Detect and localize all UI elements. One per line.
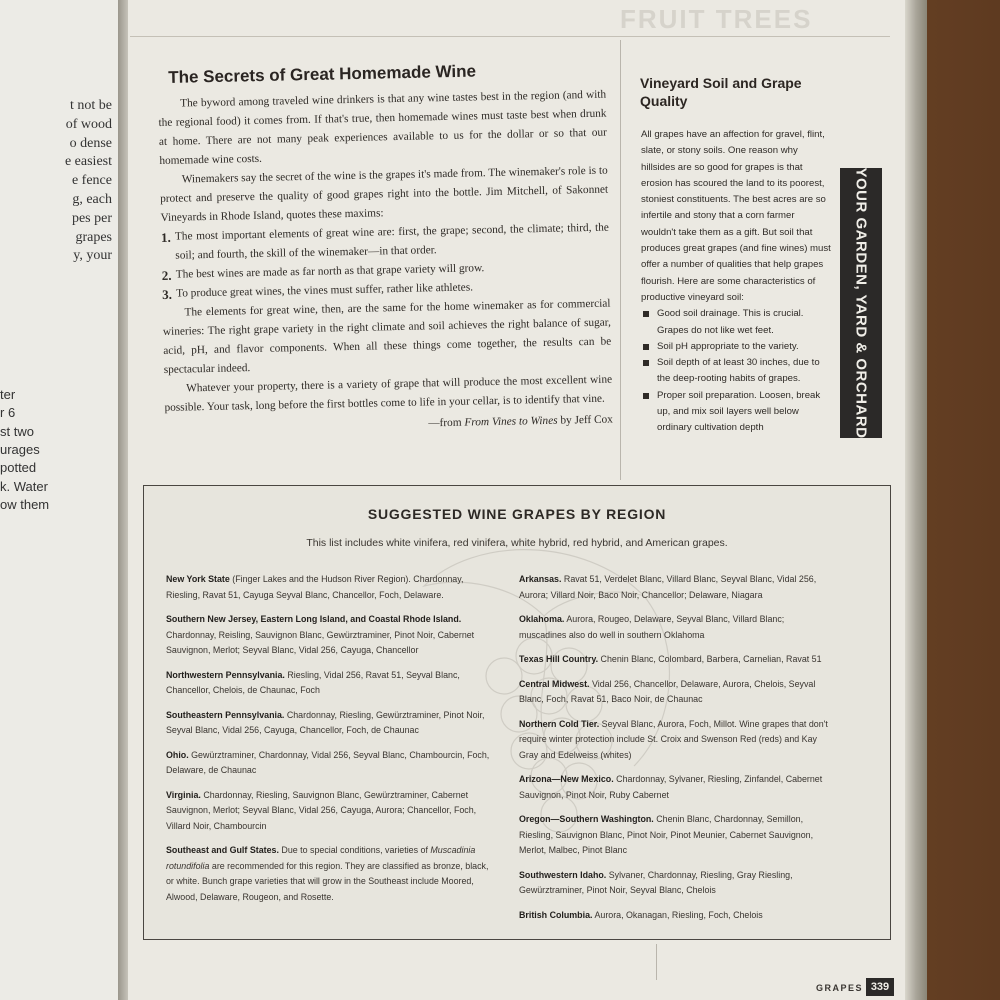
left-page-fragment: y, your: [73, 248, 112, 264]
region-entry: [166, 748, 496, 779]
sidebar-body: [641, 127, 831, 437]
left-page-fragment: ter: [0, 387, 16, 402]
left-page-fragment: t not be: [70, 98, 112, 113]
region-varieties: Seyval Blanc, Aurora, Foch, Millot. Wine grapes that don't require winter protection include St. Croix and Swenson Red (reds) and Kay Gray and Edelweiss (whites): [519, 718, 828, 760]
left-page-fragment: e easiest: [64, 154, 112, 170]
region-name: British Columbia.: [519, 909, 593, 920]
maxim-text: The best wines are made as far north as that grape variety will grow.: [175, 262, 485, 281]
region-varieties: Gewürztraminer, Chardonnay, Vidal 256, Seyval Blanc, Chambourcin, Foch, Delaware, de Chaunac: [166, 749, 490, 775]
region-entry: [519, 677, 834, 708]
left-page-fragment: ow them: [0, 496, 50, 512]
sidebar-bullet: Soil pH appropriate to the variety.: [641, 339, 831, 355]
region-name: Oklahoma.: [519, 614, 565, 624]
page-number: 339: [866, 978, 894, 996]
region-name: Texas Hill Country.: [519, 654, 599, 664]
left-page-fragment: k. Water: [0, 478, 48, 494]
left-page-fragment: o dense: [69, 135, 112, 151]
credit-title: From Vines to Wines: [464, 414, 558, 429]
regions-left-column: [166, 572, 496, 914]
region-varieties: Aurora, Okanagan, Riesling, Foch, Chelois: [592, 909, 763, 920]
region-entry: [519, 772, 834, 803]
left-page-fragment: st two: [0, 423, 34, 439]
region-name: Southeast and Gulf States.: [166, 845, 279, 855]
maxim-number: 3.: [162, 286, 173, 302]
region-name: Virginia.: [166, 789, 201, 800]
page-edges: [905, 0, 927, 1000]
region-name: Ohio.: [166, 749, 189, 760]
column-divider: [620, 40, 621, 480]
section-tab: [840, 168, 882, 438]
left-page-fragment: of wood: [65, 116, 112, 132]
left-page-fragment: e fence: [71, 173, 112, 189]
region-varieties: Aurora, Rougeo, Delaware, Seyval Blanc, Villard Blanc; muscadines also do well in southern Oklahoma: [519, 614, 785, 640]
maxims-list: [161, 219, 610, 304]
region-varieties: Sylvaner, Chardonnay, Riesling, Gray Riesling, Gewürztraminer, Pinot Noir, Seyval Blanc, Chelois: [519, 869, 793, 895]
sidebar-bullet: Soil depth of at least 30 inches, due to the deep-rooting habits of grapes.: [641, 355, 831, 388]
left-page-fragment: pes per: [71, 210, 112, 226]
region-entry: [519, 908, 834, 924]
top-rule: [130, 36, 890, 37]
region-entry: [519, 572, 834, 603]
maxim-number: 2.: [161, 267, 172, 283]
sidebar-bullet: Proper soil preparation. Loosen, break up, and mix soil layers well below ordinary cultivation depth: [641, 388, 831, 437]
region-name: Northern Cold Tier.: [519, 718, 600, 729]
region-entry: [519, 652, 834, 668]
left-page-fragment: potted: [0, 460, 37, 476]
region-entry: [166, 788, 496, 835]
region-varieties: Chardonnay, Sylvaner, Riesling, Zinfandel, Cabernet Sauvignon, Pinot Noir, Ruby Cabernet: [519, 774, 823, 800]
section-tab-label: YOUR GARDEN, YARD & ORCHARD: [852, 167, 870, 439]
region-entry: [166, 668, 496, 699]
region-varieties: Chardonnay, Riesling, Sauvignon Blanc, Gewürztraminer, Cabernet Sauvignon, Merlot; Seyval Blanc, Vidal 256, Cayuga, Aurora; Chancellor, Foch, Villard Noir, Chambourcin: [166, 789, 477, 831]
footer-rule: [656, 944, 657, 980]
region-name: Southwestern Idaho.: [519, 869, 607, 880]
region-italic: Muscadinia rotundifolia: [166, 845, 476, 871]
maxim-text: To produce great wines, the vines must suffer, rather like athletes.: [176, 281, 474, 300]
article-body: [158, 86, 613, 439]
region-name: Arizona—New Mexico.: [519, 774, 614, 784]
region-entry: [166, 708, 496, 739]
sidebar-bullets: [641, 306, 831, 436]
region-varieties: Ravat 51, Verdelet Blanc, Villard Blanc, Seyval Blanc, Vidal 256, Aurora; Villard Noir, Baco Noir, Chancellor; Delaware, Niagara: [519, 574, 817, 600]
sidebar-title: Vineyard Soil and Grape Quality: [640, 75, 802, 109]
left-page-fragment: grapes: [75, 229, 112, 245]
region-name: New York State: [166, 574, 230, 584]
maxim-number: 1.: [160, 229, 171, 245]
region-name: Oregon—Southern Washington.: [519, 814, 654, 824]
region-varieties: Vidal 256, Chancellor, Delaware, Aurora, Chelois, Seyval Blanc, Foch, Ravat 51, Baco Noir, de Chaunac: [519, 678, 816, 704]
left-page-fragment: urages: [0, 441, 40, 457]
box-title: SUGGESTED WINE GRAPES BY REGION: [367, 506, 667, 522]
region-varieties: Chenin Blanc, Chardonnay, Semillon, Riesling, Sauvignon Blanc, Pinot Noir, Pinot Meunier, Cabernet Sauvignon, Merlot, Malbec, Pinot Blanc: [519, 814, 814, 855]
left-page: [0, 0, 119, 1000]
sidebar-bullet: Good soil drainage. This is crucial. Grapes do not like wet feet.: [641, 306, 831, 339]
region-name: Central Midwest.: [519, 678, 590, 689]
region-name: Northwestern Pennsylvania.: [166, 669, 285, 680]
article-paragraph: The byword among traveled wine drinkers is that any wine tastes best in the region (and with the regional food) it comes from. If that's true, then homemade wines must taste best when drunk at home. There are not many peak experiences available to us for the dollar or so that our homemade wine costs.: [158, 88, 608, 167]
article-paragraph: Winemakers say the secret of the wine is the grapes it's made from. The winemaker's role is to protect and preserve the quality of good grapes right into the bottle. Jim Mitchell, of Sakonnet Vineyards in Rhode Island, quotes these maxims:: [160, 164, 609, 224]
region-entry: [519, 868, 834, 899]
region-entry: [166, 612, 496, 659]
region-entry: [166, 572, 496, 603]
article-title: The Secrets of Great Homemade Wine: [168, 61, 477, 87]
region-name: Arkansas.: [519, 574, 562, 584]
region-entry: [166, 843, 496, 905]
region-varieties: Chardonnay, Reisling, Sauvignon Blanc, Gewürztraminer, Pinot Noir, Cabernet Sauvignon, Merlot; Seyval Blanc, Vidal 256, Cayuga, Chancellor: [166, 629, 475, 655]
region-varieties: Chardonnay, Riesling, Gewürztraminer, Pinot Noir, Seyval Blanc, Vidal 256, Cayuga, Chancellor, Foch, de Chaunac: [166, 709, 485, 735]
maxim-text: The most important elements of great wine are: first, the grape; second, the climate; third, the soil; and fourth, the skill of the winemaker—in that order.: [174, 221, 610, 262]
region-name: Southern New Jersey, Eastern Long Island, and Coastal Rhode Island.: [166, 614, 462, 624]
box-subtitle: This list includes white vinifera, red vinifera, white hybrid, red hybrid, and American grapes.: [306, 537, 728, 549]
region-entry: [519, 812, 834, 859]
folio-label: GRAPES: [816, 983, 864, 993]
region-name: Southeastern Pennsylvania.: [166, 709, 285, 720]
credit-suffix: by Jeff Cox: [557, 413, 614, 427]
running-header-ghost: FRUIT TREES: [620, 4, 813, 34]
article-paragraph: The elements for great wine, then, are the same for the home winemaker as for commercial wineries: The right grape variety in the right climate and soil achieves the right balance of sugar, acid, pH, and flavor components. When all these things come together, the results can be spectacular indeed.: [162, 297, 612, 376]
left-page-fragment: g, each: [72, 192, 112, 207]
article-paragraph: Whatever your property, there is a variety of grape that will produce the most excellent wine possible. Your task, long before the first bottles come to life in your cellar, is to identify that vine.: [164, 373, 613, 414]
credit-prefix: —from: [428, 416, 465, 430]
region-varieties: Due to special conditions, varieties of: [278, 845, 431, 855]
region-entry: [519, 612, 834, 643]
regions-right-column: [519, 572, 834, 932]
region-varieties: (Finger Lakes and the Hudson River Region). Chardonnay, Riesling, Ravat 51, Cayuga Seyval Blanc, Chancellor, Foch, Delaware.: [166, 574, 464, 600]
region-varieties: Riesling, Vidal 256, Ravat 51, Seyval Blanc, Chancellor, Chelois, de Chaunac, Foch: [166, 669, 460, 695]
region-varieties-cont: are recommended for this region. They are classified as bronze, black, or white. Bunch grape varieties that will grow in the Southeast include Moored, Alwood, Delaware, Rougeon, and Rosette.: [166, 860, 489, 902]
sidebar-intro: All grapes have an affection for gravel, flint, slate, or stony soils. One reason why hillsides are so good for grapes is that erosion has scoured the land to its poorest, stoniest constituents. The best acres are so infertile and stony that a corn farmer wouldn't take them as a gift. But soil that produces great grapes (and fine wines) must offer a number of qualities that help grapes flourish. Here are some characteristics of productive vineyard soil:: [641, 129, 831, 303]
region-entry: [519, 717, 834, 764]
left-page-fragment: r 6: [0, 405, 16, 421]
region-varieties: Chenin Blanc, Colombard, Barbera, Carnelian, Ravat 51: [598, 654, 822, 664]
wine-grapes-box: [143, 485, 891, 940]
